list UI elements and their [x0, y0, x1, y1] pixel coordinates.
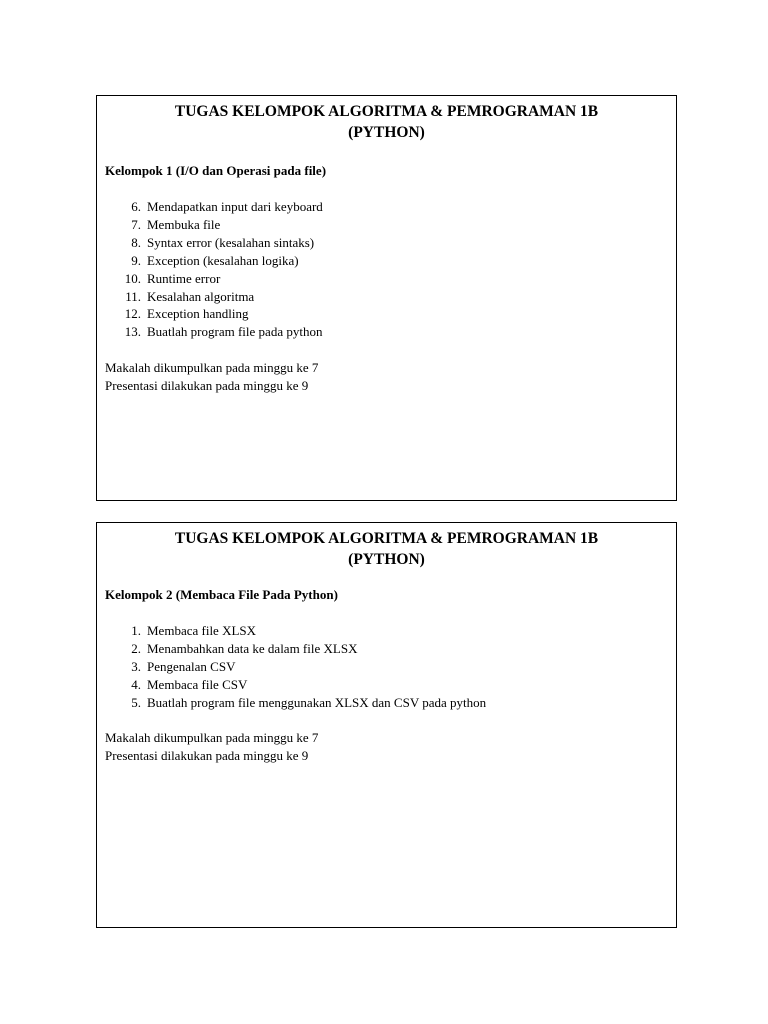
list-item-number: 1. [131, 623, 141, 638]
list-item-number: 11. [125, 288, 141, 304]
list-item [105, 676, 486, 694]
list-item [105, 198, 323, 216]
card-title-line-1: TUGAS KELOMPOK ALGORITMA & PEMROGRAMAN 1B [174, 530, 599, 547]
list-item [105, 658, 486, 676]
list-item-number: 6. [131, 199, 141, 214]
list-item-number: 2. [131, 640, 141, 656]
list-item-text: Syntax error (kesalahan sintaks) [147, 234, 315, 250]
list-item-text: Membaca file CSV [147, 676, 248, 692]
list-item [105, 323, 323, 341]
list-item-text: Exception (kesalahan logika) [147, 252, 299, 268]
card-title [97, 528, 676, 570]
list-item [105, 305, 323, 323]
group-heading: Kelompok 1 (I/O dan Operasi pada file) [105, 163, 327, 178]
list-item [105, 640, 486, 658]
list-item-number: 10. [124, 270, 141, 286]
list-item-text: Membaca file XLSX [147, 623, 257, 638]
list-item-text: Mendapatkan input dari keyboard [147, 199, 323, 214]
list-item-text: Menambahkan data ke dalam file XLSX [147, 640, 358, 656]
list-item [105, 216, 323, 234]
submission-notes [105, 729, 318, 765]
group-heading: Kelompok 2 (Membaca File Pada Python) [105, 587, 338, 602]
list-item [105, 234, 323, 252]
card-title-line-2: (PYTHON) [348, 124, 425, 141]
topic-list [105, 622, 486, 712]
submission-notes [105, 359, 318, 395]
topic-list [105, 198, 323, 341]
list-item-text: Runtime error [147, 270, 221, 286]
list-item-number: 13. [124, 324, 141, 340]
list-item [105, 270, 323, 288]
card-title-line-1: TUGAS KELOMPOK ALGORITMA & PEMROGRAMAN 1B [174, 103, 599, 120]
list-item-number: 7. [131, 216, 141, 232]
list-item-text: Exception handling [147, 306, 249, 322]
paper-deadline-note: Makalah dikumpulkan pada minggu ke 7 [105, 730, 319, 745]
card-title-line-2: (PYTHON) [348, 551, 425, 568]
presentation-note: Presentasi dilakukan pada minggu ke 9 [105, 748, 309, 763]
list-item [105, 288, 323, 306]
list-item-number: 12. [124, 306, 141, 322]
paper-deadline-note: Makalah dikumpulkan pada minggu ke 7 [105, 360, 319, 375]
assignment-card-group-1 [96, 95, 677, 501]
list-item-number: 4. [131, 676, 141, 692]
list-item-number: 3. [131, 658, 141, 674]
list-item [105, 252, 323, 270]
list-item [105, 694, 486, 712]
list-item [105, 622, 486, 640]
list-item-text: Pengenalan CSV [147, 658, 236, 674]
list-item-text: Buatlah program file menggunakan XLSX dan CSV pada python [147, 694, 487, 710]
assignment-card-group-2 [96, 522, 677, 928]
list-item-text: Membuka file [147, 216, 221, 232]
card-title [97, 101, 676, 143]
list-item-number: 5. [131, 694, 141, 710]
list-item-number: 9. [131, 252, 141, 268]
list-item-text: Kesalahan algoritma [147, 288, 255, 304]
list-item-text: Buatlah program file pada python [147, 324, 323, 340]
list-item-number: 8. [131, 234, 141, 250]
presentation-note: Presentasi dilakukan pada minggu ke 9 [105, 378, 309, 393]
